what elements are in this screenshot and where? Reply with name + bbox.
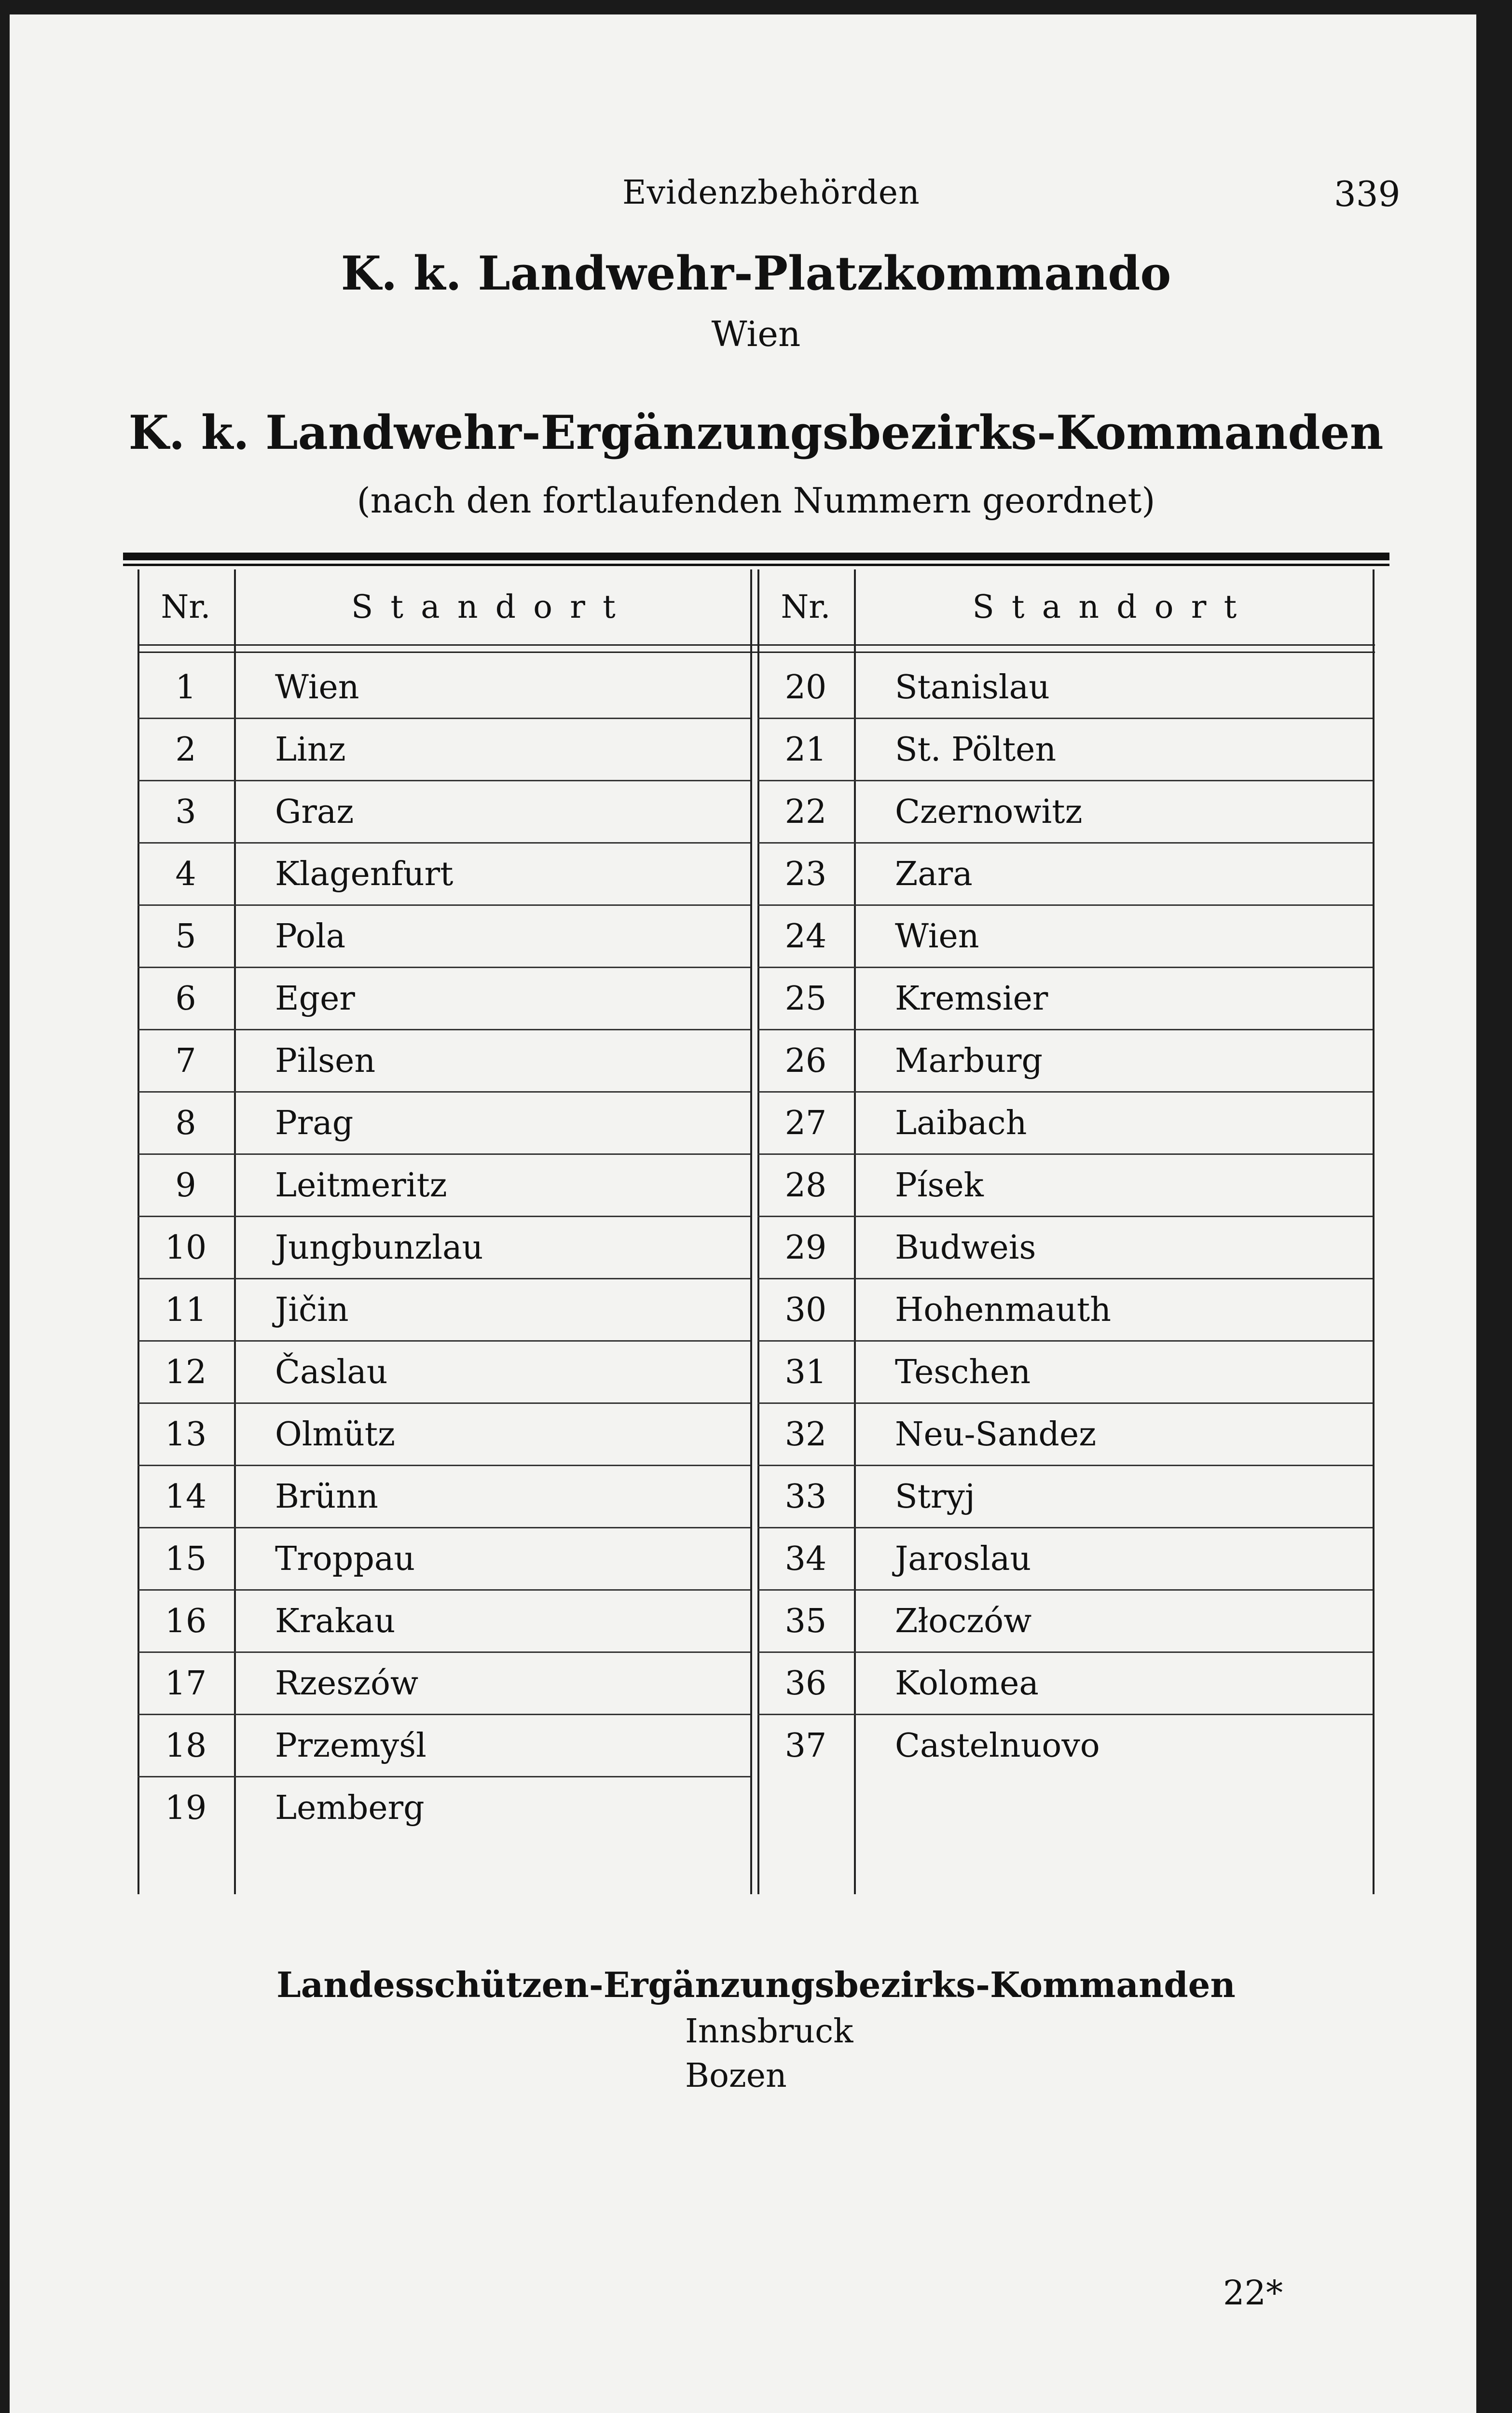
row-number: 25 [784, 980, 827, 1018]
row-number: 1 [175, 668, 196, 707]
row-number: 24 [784, 917, 827, 956]
table-top-rule [123, 553, 1389, 560]
row-number: 36 [784, 1664, 827, 1703]
row-number: 2 [175, 731, 196, 769]
row-number: 10 [165, 1229, 207, 1267]
row-number: 31 [784, 1353, 827, 1391]
table-border-right [1373, 569, 1375, 1894]
table-row [757, 1528, 1373, 1590]
row-standort: Jaroslau [895, 1540, 1031, 1578]
landesschuetzen-title: Landesschützen-Ergänzungsbezirks-Kommanden [276, 1964, 1236, 2005]
row-number: 21 [784, 731, 827, 769]
row-number: 18 [165, 1727, 207, 1765]
table-divider-double-a [750, 569, 752, 1894]
table-row [757, 843, 1373, 905]
row-standort: Časlau [275, 1353, 388, 1391]
row-standort: Brünn [275, 1478, 378, 1516]
row-number: 14 [165, 1478, 207, 1516]
table-row [137, 843, 750, 905]
row-number: 30 [784, 1291, 827, 1329]
table-row [757, 1466, 1373, 1528]
row-number: 26 [784, 1042, 827, 1080]
header-nr-left: Nr. [161, 588, 211, 625]
row-number: 8 [175, 1104, 196, 1142]
table-row [757, 1590, 1373, 1652]
table-row [137, 1652, 750, 1715]
table-row [757, 719, 1373, 781]
header-nr-right: Nr. [781, 588, 831, 625]
row-standort: Wien [275, 668, 359, 707]
section-subtitle: (nach den fortlaufenden Nummern geordnet) [357, 480, 1155, 521]
row-standort: Pilsen [275, 1042, 376, 1080]
row-number: 11 [165, 1291, 207, 1329]
header-rule [137, 652, 1375, 653]
table-row [757, 1652, 1373, 1715]
platzkommando-title: K. k. Landwehr-Platzkommando [341, 246, 1171, 301]
table-row [757, 1030, 1373, 1092]
table-row [757, 905, 1373, 968]
row-standort: Stryj [895, 1478, 975, 1516]
table-row [757, 1217, 1373, 1279]
row-number: 32 [784, 1415, 827, 1454]
row-standort: Jungbunzlau [275, 1229, 483, 1267]
kommanden-table [137, 569, 1375, 1894]
row-standort: Zara [895, 855, 973, 893]
row-standort: Olmütz [275, 1415, 395, 1454]
row-standort: Jičin [275, 1291, 349, 1329]
row-standort: Eger [275, 980, 355, 1018]
row-number: 13 [165, 1415, 207, 1454]
page-number: 339 [1334, 174, 1401, 214]
row-standort: Kolomea [895, 1664, 1039, 1703]
row-standort: Kremsier [895, 980, 1048, 1018]
table-row [137, 1341, 750, 1403]
table-row [757, 1715, 1373, 1777]
row-number: 35 [784, 1602, 827, 1640]
row-number: 9 [175, 1166, 196, 1205]
row-standort: Krakau [275, 1602, 396, 1640]
row-standort: Budweis [895, 1229, 1036, 1267]
row-number: 34 [784, 1540, 827, 1578]
row-number: 37 [784, 1727, 827, 1765]
header-rule [137, 644, 1375, 646]
table-row [137, 1279, 750, 1341]
row-standort: Neu-Sandez [895, 1415, 1097, 1454]
row-standort: Czernowitz [895, 793, 1083, 831]
table-row [137, 656, 750, 719]
table-row [137, 1030, 750, 1092]
signature-mark: 22* [1223, 2273, 1283, 2313]
row-number: 7 [175, 1042, 196, 1080]
row-number: 27 [784, 1104, 827, 1142]
row-number: 29 [784, 1229, 827, 1267]
running-header: Evidenzbehörden [622, 174, 920, 212]
table-row [137, 1217, 750, 1279]
landesschuetzen-item: Innsbruck [685, 2012, 853, 2051]
row-standort: Marburg [895, 1042, 1043, 1080]
table-row [757, 781, 1373, 843]
table-row [137, 781, 750, 843]
row-standort: Písek [895, 1166, 984, 1205]
table-row [137, 1466, 750, 1528]
row-standort: Lemberg [275, 1789, 425, 1827]
row-number: 28 [784, 1166, 827, 1205]
row-standort: Stanislau [895, 668, 1050, 707]
row-standort: Leitmeritz [275, 1166, 447, 1205]
row-number: 22 [784, 793, 827, 831]
row-standort: Graz [275, 793, 354, 831]
row-number: 33 [784, 1478, 827, 1516]
row-standort: Laibach [895, 1104, 1027, 1142]
table-top-rule-thin [123, 564, 1389, 566]
table-row [757, 968, 1373, 1030]
table-row [757, 1092, 1373, 1154]
row-number: 6 [175, 980, 196, 1018]
table-row [757, 1341, 1373, 1403]
row-number: 23 [784, 855, 827, 893]
row-standort: Wien [895, 917, 979, 956]
table-row [137, 1715, 750, 1777]
row-number: 3 [175, 793, 196, 831]
table-row [137, 1154, 750, 1217]
row-standort: Prag [275, 1104, 354, 1142]
row-number: 16 [165, 1602, 207, 1640]
row-number: 12 [165, 1353, 207, 1391]
landesschuetzen-item: Bozen [685, 2057, 787, 2095]
row-standort: Złoczów [895, 1602, 1032, 1640]
row-standort: Pola [275, 917, 346, 956]
row-standort: Castelnuovo [895, 1727, 1100, 1765]
row-number: 4 [175, 855, 196, 893]
header-standort-left: Standort [351, 588, 633, 625]
header-standort-right: Standort [972, 588, 1254, 625]
row-number: 19 [165, 1789, 207, 1827]
row-number: 15 [165, 1540, 207, 1578]
row-standort: Rzeszów [275, 1664, 419, 1703]
row-standort: Hohenmauth [895, 1291, 1112, 1329]
row-standort: Linz [275, 731, 346, 769]
table-row [757, 1403, 1373, 1466]
row-number: 20 [784, 668, 827, 707]
row-standort: Klagenfurt [275, 855, 454, 893]
row-standort: St. Pölten [895, 731, 1057, 769]
table-row [757, 656, 1373, 719]
table-row [757, 1154, 1373, 1217]
table-row [137, 1590, 750, 1652]
table-row [137, 1403, 750, 1466]
table-row [137, 1092, 750, 1154]
section-title: K. k. Landwehr-Ergänzungsbezirks-Kommanden [128, 405, 1384, 460]
row-standort: Teschen [895, 1353, 1031, 1391]
row-number: 5 [175, 917, 196, 956]
row-standort: Przemyśl [275, 1727, 426, 1765]
table-row [757, 1279, 1373, 1341]
table-row [137, 1528, 750, 1590]
row-number: 17 [165, 1664, 207, 1703]
table-row [137, 968, 750, 1030]
row-standort: Troppau [275, 1540, 415, 1578]
platzkommando-location: Wien [711, 314, 801, 354]
table-row [137, 905, 750, 968]
table-row [137, 719, 750, 781]
table-row [137, 1777, 750, 1839]
